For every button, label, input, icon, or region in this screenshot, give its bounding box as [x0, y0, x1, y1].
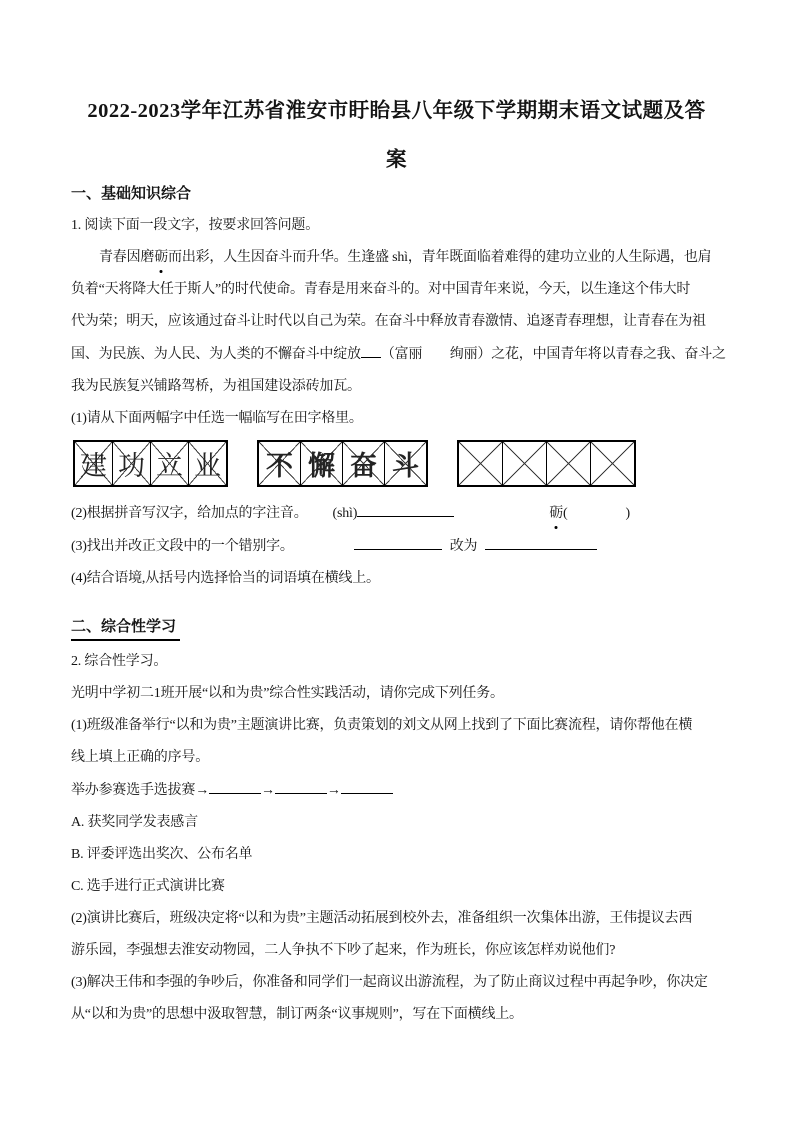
grid-group-buxiefendou: [257, 440, 428, 487]
dotted-char-li: 砺: [549, 503, 563, 525]
question2-item3-line2: 从“以和为贵”的思想中汲取智慧，制订两条“议事规则”，写在下面横线上。: [71, 1007, 523, 1022]
inline-blank-line: [361, 343, 381, 358]
answer-blank-line: [357, 502, 454, 517]
option-c: C. 选手进行正式演讲比赛: [71, 879, 225, 894]
calligraphy-grids: [73, 440, 722, 487]
grid-group-empty-answer: [457, 440, 636, 487]
paren-close: ): [625, 506, 630, 521]
tian-grid-box-empty: [503, 442, 547, 485]
tian-grid-box-empty: [547, 442, 591, 485]
page-title-line1: 2022-2023学年江苏省淮安市盱眙县八年级下学期期末语文试题及答: [87, 100, 706, 122]
question1-item3: [71, 535, 722, 558]
tian-grid-box-empty: [591, 442, 634, 485]
paragraph-line1-a: 青春因磨: [99, 250, 155, 265]
option-b: B. 评委评选出奖次、公布名单: [71, 847, 253, 862]
paragraph-line4: [71, 343, 726, 366]
answer-blank-line: [485, 535, 597, 550]
tian-grid-box: [343, 442, 385, 485]
grid-group-jiangongliye: [73, 440, 228, 487]
grid-char: 建: [80, 451, 107, 481]
question1-item1: (1)请从下面两幅字中任选一幅临写在田字格里。: [71, 411, 363, 426]
grid-char: 奋: [350, 451, 377, 481]
question2-intro: 2. 综合性学习。: [71, 654, 168, 669]
grid-char: 立: [156, 451, 183, 481]
grid-char: 功: [118, 451, 145, 481]
dotted-char-li: 砺: [154, 247, 168, 269]
flow-arrow-2: →: [261, 783, 275, 798]
item3-mid: 改为: [449, 539, 478, 554]
paragraph-line2: 负着“天将降大任于斯人”的时代使命。青春是用来奋斗的。对中国青年来说，今天，以生逢这个伟大时: [71, 282, 691, 297]
question2-item1-line1: (1)班级准备举行“以和为贵”主题演讲比赛，负责策划的刘文从网上找到了下面比赛流程，请你帮他在横: [71, 718, 693, 733]
grid-char: 懈: [308, 451, 335, 481]
paragraph-line5: 我为民族复兴铺路驾桥，为祖国建设添砖加瓦。: [71, 379, 361, 394]
flow-blank-3: [341, 779, 393, 794]
tian-grid-box-empty: [459, 442, 503, 485]
grid-char: 业: [194, 451, 221, 481]
option-a: A. 获奖同学发表感言: [71, 815, 198, 830]
section1-heading: 一、基础知识综合: [71, 186, 192, 202]
flow-blank-2: [275, 779, 327, 794]
item2-label: (2)根据拼音写汉字，给加点的字注音。: [71, 506, 308, 521]
question1-intro: 1. 阅读下面一段文字，按要求回答问题。: [71, 218, 319, 233]
question2-item2-line2: 游乐园，李强想去淮安动物园，二人争执不下吵了起来，作为班长，你应该怎样劝说他们?: [71, 943, 616, 958]
question1-item2: [71, 502, 722, 525]
tian-grid-box: [385, 442, 426, 485]
question2-item1-line2: 线上填上正确的序号。: [71, 750, 209, 765]
paragraph-line4-b: （富丽 绚丽）之花，中国青年将以青春之我、奋斗之: [380, 347, 726, 362]
question1-item4: (4)结合语境,从括号内选择恰当的词语填在横线上。: [71, 571, 380, 586]
paren-open: (: [563, 506, 568, 521]
tian-grid-box: [75, 442, 113, 485]
question2-item2-line1: (2)演讲比赛后，班级决定将“以和为贵”主题活动拓展到校外去，准备组织一次集体出游，王伟提议去西: [71, 911, 693, 926]
tian-grid-box: [113, 442, 151, 485]
tian-grid-box: [151, 442, 189, 485]
question2-item3-line1: (3)解决王伟和李强的争吵后，你准备和同学们一起商议出游流程，为了防止商议过程中再起争吵，你决定: [71, 975, 708, 990]
grid-char: 不: [266, 451, 293, 481]
item3-label: (3)找出并改正文段中的一个错别字。: [71, 539, 294, 554]
grid-char: 斗: [392, 451, 419, 481]
spacer: [294, 549, 354, 550]
tian-grid-box: [189, 442, 226, 485]
tian-grid-box: [301, 442, 343, 485]
paragraph-line1-b: 而出彩，人生因奋斗而升华。生逢盛 shì，青年既面临着难得的建功立业的人生际遇，也肩: [168, 250, 712, 265]
flow-blank-1: [209, 779, 261, 794]
spacer: [454, 516, 549, 517]
item2-pinyin: (shì): [332, 506, 358, 521]
spacer: [308, 516, 333, 517]
paragraph-line4-a: 国、为民族、为人民、为人类的不懈奋斗中绽放: [71, 347, 361, 362]
flow-start: 举办参赛选手选拔赛→: [71, 783, 209, 798]
spacer: [567, 516, 625, 517]
answer-blank-line: [354, 535, 442, 550]
flow-arrow-3: →: [326, 783, 341, 798]
question2-lead: 光明中学初二1班开展“以和为贵”综合性实践活动，请你完成下列任务。: [71, 686, 504, 701]
paragraph-line1: [71, 247, 722, 269]
tian-grid-box: [259, 442, 301, 485]
page-title-line2: 案: [386, 149, 407, 171]
paragraph-line3: 代为荣；明天，应该通过奋斗让时代以自己为荣。在奋斗中释放青春激情、追逐青春理想，让青春在为祖: [71, 314, 706, 329]
section2-heading-text: 二、综合性学习: [71, 616, 180, 641]
section2-heading: [71, 616, 722, 641]
flow-sequence: [71, 779, 722, 802]
